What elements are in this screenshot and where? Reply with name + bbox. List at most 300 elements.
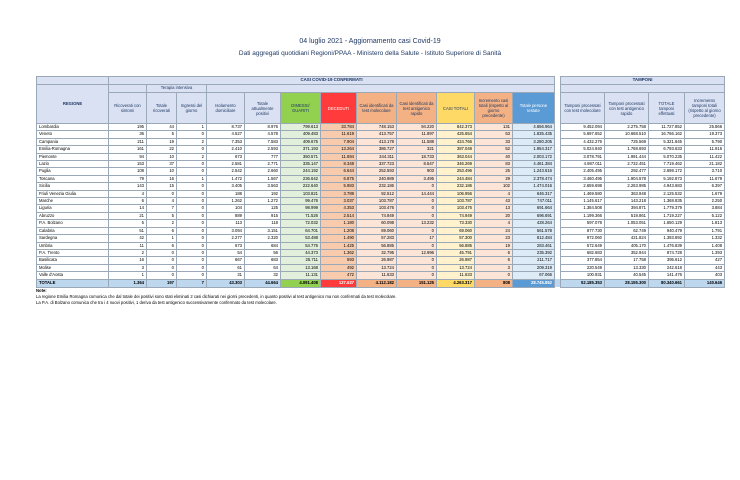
value-cell: 1.384.508: [561, 205, 605, 212]
value-cell: 26.987: [357, 257, 397, 264]
value-cell: 0: [177, 249, 207, 256]
table-body: [37, 124, 725, 288]
value-cell: 28.155.300: [605, 279, 649, 287]
value-cell: 7: [177, 279, 207, 287]
value-cell: 386.727: [357, 146, 397, 153]
value-cell: 777: [245, 153, 281, 160]
col-ti-ingressi: Ingressi del giorno: [177, 93, 207, 124]
value-cell: 103.821: [281, 190, 321, 197]
value-cell: 3.884: [685, 205, 725, 212]
value-cell: 3.094: [207, 227, 245, 234]
value-cell: 197: [147, 279, 177, 287]
region-cell: Basilicata: [37, 257, 109, 264]
value-cell: 403: [685, 272, 725, 279]
value-cell: 5.790: [685, 138, 725, 145]
value-cell: 33: [475, 138, 513, 145]
value-cell: 253.496: [437, 168, 475, 175]
value-cell: 0: [177, 146, 207, 153]
value-cell: 6: [109, 198, 147, 205]
value-cell: 1.199.366: [561, 212, 605, 219]
value-cell: 0: [177, 205, 207, 212]
region-cell: Umbria: [37, 242, 109, 249]
value-cell: 3.151: [245, 227, 281, 234]
value-cell: 1.364: [109, 279, 147, 287]
value-cell: 842.373: [437, 124, 475, 131]
value-cell: 42: [109, 235, 147, 242]
value-cell: 13.168: [281, 264, 321, 271]
value-cell: 44.664: [245, 279, 281, 287]
value-cell: 5.024.940: [561, 146, 605, 153]
value-cell: 232.186: [357, 183, 397, 190]
value-cell: 0: [147, 190, 177, 197]
value-cell: 1.679: [685, 190, 725, 197]
value-cell: 6.793.633: [649, 146, 685, 153]
value-cell: 22: [147, 146, 177, 153]
value-cell: 57.283: [357, 235, 397, 242]
value-cell: 10: [147, 168, 177, 175]
value-cell: 0: [397, 272, 437, 279]
value-cell: 64.701: [281, 227, 321, 234]
table-row: [37, 198, 725, 205]
value-cell: 4: [109, 190, 147, 197]
value-cell: 31: [207, 272, 245, 279]
col-region: REGIONE: [37, 85, 109, 124]
value-cell: 0: [177, 220, 207, 227]
value-cell: 40.545: [605, 272, 649, 279]
value-cell: 2.250: [685, 198, 725, 205]
value-cell: 17: [397, 235, 437, 242]
value-cell: 11.679: [685, 175, 725, 182]
value-cell: 11.727.852: [649, 124, 685, 131]
region-cell: Lombardia: [37, 124, 109, 131]
table-row: [37, 161, 725, 168]
value-cell: 4.263.317: [437, 279, 475, 287]
value-cell: 2.405.495: [561, 168, 605, 175]
value-cell: 1.393.892: [649, 235, 685, 242]
value-cell: 45.791: [437, 249, 475, 256]
value-cell: 1.362: [321, 249, 357, 256]
value-cell: 0: [397, 257, 437, 264]
value-cell: 1.425: [321, 242, 357, 249]
value-cell: 0: [177, 264, 207, 271]
value-cell: 5.192.873: [649, 175, 685, 182]
value-cell: 52: [475, 146, 513, 153]
col-positivi: Totale attualmente positivi: [245, 93, 281, 124]
value-cell: 103.787: [357, 198, 397, 205]
value-cell: 6: [147, 227, 177, 234]
value-cell: 32: [245, 272, 281, 279]
value-cell: 19: [475, 242, 513, 249]
value-cell: 6.644: [321, 168, 357, 175]
region-cell: Sicilia: [37, 183, 109, 190]
value-cell: 56.885: [357, 242, 397, 249]
value-cell: 877.730: [561, 227, 605, 234]
value-cell: 492: [321, 264, 357, 271]
value-cell: 413.757: [357, 131, 397, 138]
value-cell: 240.989: [357, 175, 397, 182]
tests-group-header: TAMPONI: [561, 77, 725, 85]
cases-group-header: CASI COVID-19 CONFERMATI: [109, 77, 555, 85]
value-cell: 1.469.580: [561, 190, 605, 197]
value-cell: 363.948: [605, 190, 649, 197]
value-cell: 51: [109, 227, 147, 234]
region-cell: Campania: [37, 138, 109, 145]
col-casi-totali: CASI TOTALI: [437, 93, 475, 124]
value-cell: 1.408: [685, 242, 725, 249]
value-cell: 79: [109, 175, 147, 182]
value-cell: 11.633: [437, 272, 475, 279]
value-cell: 1.813: [685, 220, 725, 227]
value-cell: 69.060: [437, 227, 475, 234]
value-cell: 4.353: [321, 205, 357, 212]
value-cell: 3.563: [245, 183, 281, 190]
value-cell: 5: [147, 212, 177, 219]
table-row: [37, 242, 725, 249]
value-cell: 0: [397, 198, 437, 205]
value-cell: 5: [109, 220, 147, 227]
value-cell: 211: [109, 138, 147, 145]
value-cell: 3.037: [321, 198, 357, 205]
notes-section: [36, 288, 704, 306]
value-cell: 3.280.205: [513, 138, 555, 145]
value-cell: 244.484: [437, 175, 475, 182]
table-row: [37, 168, 725, 175]
value-cell: 337.723: [357, 161, 397, 168]
value-cell: 1: [109, 272, 147, 279]
table-row: [37, 227, 725, 234]
value-cell: 413.178: [357, 138, 397, 145]
value-cell: 67.066: [513, 272, 555, 279]
value-cell: 0: [397, 212, 437, 219]
value-cell: 11.633: [357, 272, 397, 279]
value-cell: 10: [147, 153, 177, 160]
value-cell: 646.317: [513, 190, 555, 197]
value-cell: 1.145.617: [561, 198, 605, 205]
value-cell: 236.642: [281, 175, 321, 182]
value-cell: 2.125.532: [649, 190, 685, 197]
value-cell: 5.321.845: [649, 138, 685, 145]
table-row: [37, 175, 725, 182]
value-cell: 4.432.276: [561, 138, 605, 145]
region-cell: Abruzzo: [37, 212, 109, 219]
table-row: [37, 183, 725, 190]
value-cell: 682.683: [561, 249, 605, 256]
value-cell: 8.547: [397, 161, 437, 168]
value-cell: 16.766.162: [649, 131, 685, 138]
value-cell: 7.719.462: [649, 161, 685, 168]
region-cell: Calabria: [37, 227, 109, 234]
value-cell: 56.885: [437, 242, 475, 249]
value-cell: 747.011: [513, 198, 555, 205]
value-cell: 143: [109, 183, 147, 190]
table-row: [37, 124, 725, 131]
value-cell: 21.182: [685, 161, 725, 168]
value-cell: 222.640: [281, 183, 321, 190]
value-cell: 0: [147, 272, 177, 279]
value-cell: 409.675: [281, 138, 321, 145]
value-cell: 673: [207, 153, 245, 160]
value-cell: 2.275.758: [605, 124, 649, 131]
value-cell: 29: [475, 175, 513, 182]
value-cell: 1.991.444: [605, 153, 649, 160]
value-cell: 252.593: [357, 168, 397, 175]
value-cell: 799.613: [281, 124, 321, 131]
value-cell: 696.691: [513, 212, 555, 219]
value-cell: 1: [177, 124, 207, 131]
table-row: [37, 190, 725, 197]
value-cell: 903: [397, 168, 437, 175]
value-cell: 161: [109, 146, 147, 153]
col-casi-molecolare: Casi identificati da test molecolare: [357, 93, 397, 124]
value-cell: 100.931: [561, 272, 605, 279]
value-cell: 25.866: [685, 124, 725, 131]
value-cell: 103.476: [437, 205, 475, 212]
value-cell: 83: [475, 161, 513, 168]
value-cell: 283.461: [513, 242, 555, 249]
value-cell: 4: [147, 198, 177, 205]
value-cell: 69.060: [357, 227, 397, 234]
value-cell: 151.125: [397, 279, 437, 287]
value-cell: 597.078: [561, 220, 605, 227]
value-cell: 71.526: [281, 212, 321, 219]
value-cell: 13.330: [605, 264, 649, 271]
value-cell: 25: [475, 168, 513, 175]
value-cell: 427: [685, 257, 725, 264]
region-cell: TOTALE: [37, 279, 109, 287]
value-cell: 519.861: [605, 212, 649, 219]
value-cell: 1: [147, 235, 177, 242]
value-cell: 21: [109, 212, 147, 219]
value-cell: 20: [475, 212, 513, 219]
value-cell: 1.332: [685, 235, 725, 242]
value-cell: 2.771: [245, 161, 281, 168]
value-cell: 11.131: [281, 272, 321, 279]
value-cell: 0: [177, 242, 207, 249]
value-cell: 140.646: [685, 279, 725, 287]
col-isolamento: Isolamento domiciliare: [207, 93, 245, 124]
value-cell: 64: [245, 264, 281, 271]
value-cell: 684: [245, 242, 281, 249]
value-cell: 9.452.094: [561, 124, 605, 131]
value-cell: 98.999: [281, 205, 321, 212]
value-cell: 0: [397, 242, 437, 249]
value-cell: 15: [147, 183, 177, 190]
value-cell: 5: [147, 131, 177, 138]
value-cell: 80.340.661: [649, 279, 685, 287]
value-cell: 4.112.182: [357, 279, 397, 287]
value-cell: 0: [397, 264, 437, 271]
value-cell: 972.060: [561, 235, 605, 242]
value-cell: 4.987.011: [561, 161, 605, 168]
value-cell: 4.656.964: [513, 124, 555, 131]
value-cell: 7.353: [207, 138, 245, 145]
value-cell: 561.578: [513, 227, 555, 234]
value-cell: 0: [397, 183, 437, 190]
value-cell: 0: [147, 249, 177, 256]
value-cell: 106.956: [437, 190, 475, 197]
table-row: [37, 220, 725, 227]
value-cell: 11.694: [321, 153, 357, 160]
value-cell: 0: [147, 257, 177, 264]
region-group-cell: [37, 77, 109, 85]
value-cell: 37: [147, 161, 177, 168]
value-cell: 3: [475, 264, 513, 271]
value-cell: 4.527: [207, 131, 245, 138]
col-tamp-antigenico: Tamponi processati con test antigenico rapido: [605, 93, 649, 124]
value-cell: 25.711: [281, 257, 321, 264]
region-cell: Emilia-Romagna: [37, 146, 109, 153]
value-cell: 19.373: [685, 131, 725, 138]
value-cell: 195: [109, 124, 147, 131]
value-cell: 235.392: [513, 249, 555, 256]
value-cell: 0: [177, 161, 207, 168]
value-cell: 2: [109, 249, 147, 256]
value-cell: 2.659.698: [561, 183, 605, 190]
value-cell: 232.186: [437, 183, 475, 190]
value-cell: 0: [147, 264, 177, 271]
value-cell: 725.569: [605, 138, 649, 145]
value-cell: 94.220: [397, 124, 437, 131]
value-cell: 1.719.227: [649, 212, 685, 219]
value-cell: 113: [207, 220, 245, 227]
table-row: [37, 257, 725, 264]
value-cell: 352.944: [605, 249, 649, 256]
value-cell: 211.717: [513, 257, 555, 264]
value-cell: 2.277: [207, 235, 245, 242]
total-row: [37, 279, 725, 287]
page-subtitle: Dati aggregati quotidiani Regioni/PPAA - Ministero della Salute - Istituto Superiore di Sanità: [238, 50, 502, 57]
value-cell: 43.303: [207, 279, 245, 287]
value-cell: 3.078.791: [561, 153, 605, 160]
value-cell: 0: [177, 212, 207, 219]
region-cell: Molise: [37, 264, 109, 271]
region-cell: P.A. Trento: [37, 249, 109, 256]
region-cell: Toscana: [37, 175, 109, 182]
value-cell: 24: [475, 227, 513, 234]
value-cell: 57.300: [437, 235, 475, 242]
value-cell: 94: [109, 153, 147, 160]
value-cell: 103.787: [437, 198, 475, 205]
value-cell: 8.737: [207, 124, 245, 131]
region-cell: Valle d'Aosta: [37, 272, 109, 279]
value-cell: 8.976: [245, 124, 281, 131]
value-cell: 2: [147, 220, 177, 227]
region-cell: Friuli Venezia Giulia: [37, 190, 109, 197]
value-cell: 3.460.495: [561, 175, 605, 182]
value-cell: 1.954.317: [513, 146, 555, 153]
value-cell: 0: [177, 235, 207, 242]
value-cell: 1.368.835: [649, 198, 685, 205]
value-cell: 102: [475, 183, 513, 190]
value-cell: 1.208: [321, 227, 357, 234]
page-title: 04 luglio 2021 - Aggiornamento casi Covid-19: [299, 38, 441, 45]
value-cell: 103.476: [357, 205, 397, 212]
note-line: La regione Emilia Romagna comunica che dal totale dei positivi sono stati eliminati 2 casi dichiarati nei giorni precedenti, in quanto positivi al test antigenico ma non confermati da test molecolare.: [36, 294, 397, 299]
value-cell: 60.098: [357, 220, 397, 227]
value-cell: 4: [475, 190, 513, 197]
value-cell: 99.476: [281, 198, 321, 205]
value-cell: 344.311: [357, 153, 397, 160]
value-cell: 43: [475, 198, 513, 205]
value-cell: 6: [147, 242, 177, 249]
value-cell: 1.835.435: [513, 131, 555, 138]
region-cell: Piemonte: [37, 153, 109, 160]
value-cell: 2.378.474: [513, 175, 555, 182]
value-cell: 0: [177, 198, 207, 205]
value-cell: 1.779.379: [649, 205, 685, 212]
value-cell: 192: [245, 190, 281, 197]
value-cell: 1.650.129: [649, 220, 685, 227]
value-cell: 2.003.172: [513, 153, 555, 160]
value-cell: 5.983: [321, 183, 357, 190]
value-cell: 1.768.693: [605, 146, 649, 153]
value-cell: 2.514: [321, 212, 357, 219]
value-cell: 4.943.683: [649, 183, 685, 190]
value-cell: 428.264: [513, 220, 555, 227]
value-cell: 13.232: [397, 220, 437, 227]
region-cell: Veneto: [37, 131, 109, 138]
value-cell: 18.733: [397, 153, 437, 160]
value-cell: 363.044: [437, 153, 475, 160]
value-cell: 1.053.051: [605, 220, 649, 227]
value-cell: 0: [177, 227, 207, 234]
table-row: [37, 205, 725, 212]
value-cell: 683: [245, 257, 281, 264]
value-cell: 421.824: [605, 235, 649, 242]
value-cell: 92.512: [357, 190, 397, 197]
value-cell: 53.488: [281, 235, 321, 242]
value-cell: 4.461.384: [513, 161, 555, 168]
table-row: [37, 264, 725, 271]
value-cell: 11.897: [397, 131, 437, 138]
value-cell: 12.996: [397, 249, 437, 256]
value-cell: 54: [207, 249, 245, 256]
value-cell: 292.477: [605, 168, 649, 175]
value-cell: 2: [177, 138, 207, 145]
value-cell: 371.193: [281, 146, 321, 153]
value-cell: 53: [475, 131, 513, 138]
value-cell: 188: [207, 190, 245, 197]
table-row: [37, 249, 725, 256]
value-cell: 1.272: [245, 198, 281, 205]
value-cell: 593: [321, 257, 357, 264]
value-cell: 7.583: [245, 138, 281, 145]
value-cell: 28.745.862: [513, 279, 555, 287]
value-cell: 940.479: [649, 227, 685, 234]
value-cell: 11.619: [321, 131, 357, 138]
value-cell: 242.618: [649, 264, 685, 271]
value-cell: 0: [177, 131, 207, 138]
table-row: [37, 235, 725, 242]
value-cell: 13.724: [437, 264, 475, 271]
value-cell: 4.091.408: [281, 279, 321, 287]
value-cell: 131: [475, 124, 513, 131]
value-cell: 10.668.510: [605, 131, 649, 138]
value-cell: 244.192: [281, 168, 321, 175]
value-cell: 6.875: [321, 175, 357, 182]
value-cell: 11: [109, 242, 147, 249]
value-cell: 350.571: [281, 153, 321, 160]
value-cell: 118: [245, 220, 281, 227]
region-cell: Sardegna: [37, 235, 109, 242]
value-cell: 1.490: [321, 235, 357, 242]
value-cell: 2: [177, 153, 207, 160]
col-guariti: DIMESSI/ GUARITI: [281, 93, 321, 124]
value-cell: 3: [109, 264, 147, 271]
value-cell: 3.789: [321, 190, 357, 197]
value-cell: 44: [147, 124, 177, 131]
col-tamp-incremento: Incremento tamponi totali (rispetto al giorno precedente): [685, 93, 725, 124]
